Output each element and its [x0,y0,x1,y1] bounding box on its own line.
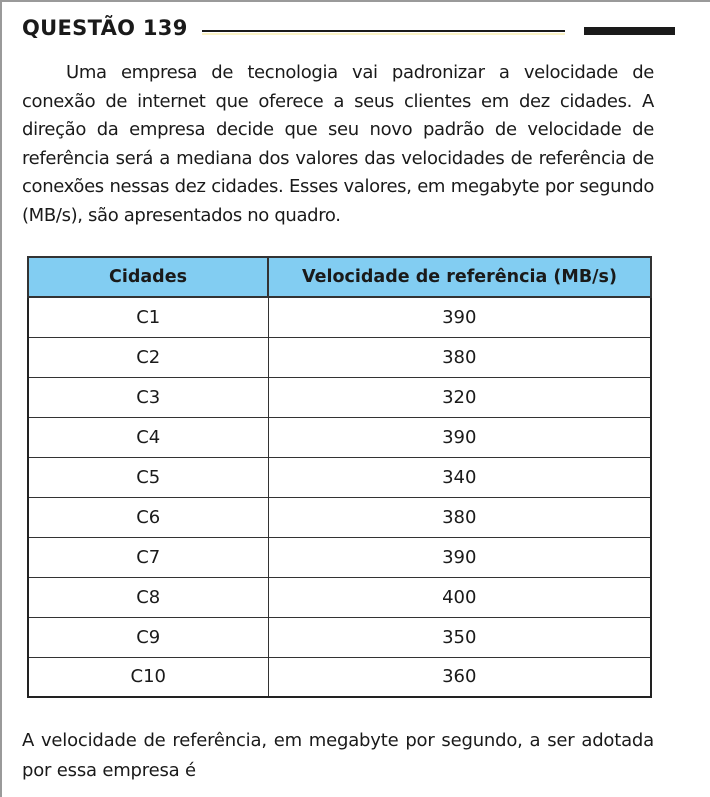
city-cell: C8 [28,577,268,617]
city-cell: C4 [28,417,268,457]
question-header [22,14,662,48]
city-cell: C7 [28,537,268,577]
speed-cell: 400 [268,577,651,617]
question-title: QUESTÃO 139 [22,16,188,40]
speed-cell: 350 [268,617,651,657]
speed-cell: 390 [268,297,651,337]
city-cell: C1 [28,297,268,337]
table-row [28,297,651,337]
speed-cell: 360 [268,657,651,697]
header-rule [202,25,675,35]
header-rule-highlight [202,33,565,35]
reference-speed-table [27,256,652,698]
header-cidades: Cidades [28,257,268,297]
city-cell: C2 [28,337,268,377]
city-cell: C5 [28,457,268,497]
header-velocidade: Velocidade de referência (MB/s) [268,257,651,297]
speed-cell: 340 [268,457,651,497]
table-row [28,537,651,577]
table-row [28,497,651,537]
speed-cell: 320 [268,377,651,417]
speed-cell: 390 [268,537,651,577]
table-row [28,377,651,417]
table-row [28,457,651,497]
header-rule-thin [202,30,565,32]
city-cell: C6 [28,497,268,537]
table-row [28,657,651,697]
city-cell: C10 [28,657,268,697]
speed-cell: 380 [268,497,651,537]
city-cell: C9 [28,617,268,657]
table-row [28,417,651,457]
question-prompt: A velocidade de referência, em megabyte por segundo, a ser adotada por essa empresa é [22,730,654,781]
table-header-row [28,257,651,297]
speed-cell: 380 [268,337,651,377]
header-rule-thick [584,27,675,35]
speed-cell: 390 [268,417,651,457]
table-row [28,617,651,657]
city-cell: C3 [28,377,268,417]
table-row [28,337,651,377]
question-statement: Uma empresa de tecnologia vai padronizar a velocidade de conexão de internet que oferece a seus clientes em dez cidades. A direção da empresa decide que seu novo padrão de velocidade de referência será a mediana dos valores das velocidades de referência de conexões nessas dez cidades. Esses valores, em megabyte por segundo (MB/s), são apresentados no quadro. [22,62,654,226]
table-row [28,577,651,617]
